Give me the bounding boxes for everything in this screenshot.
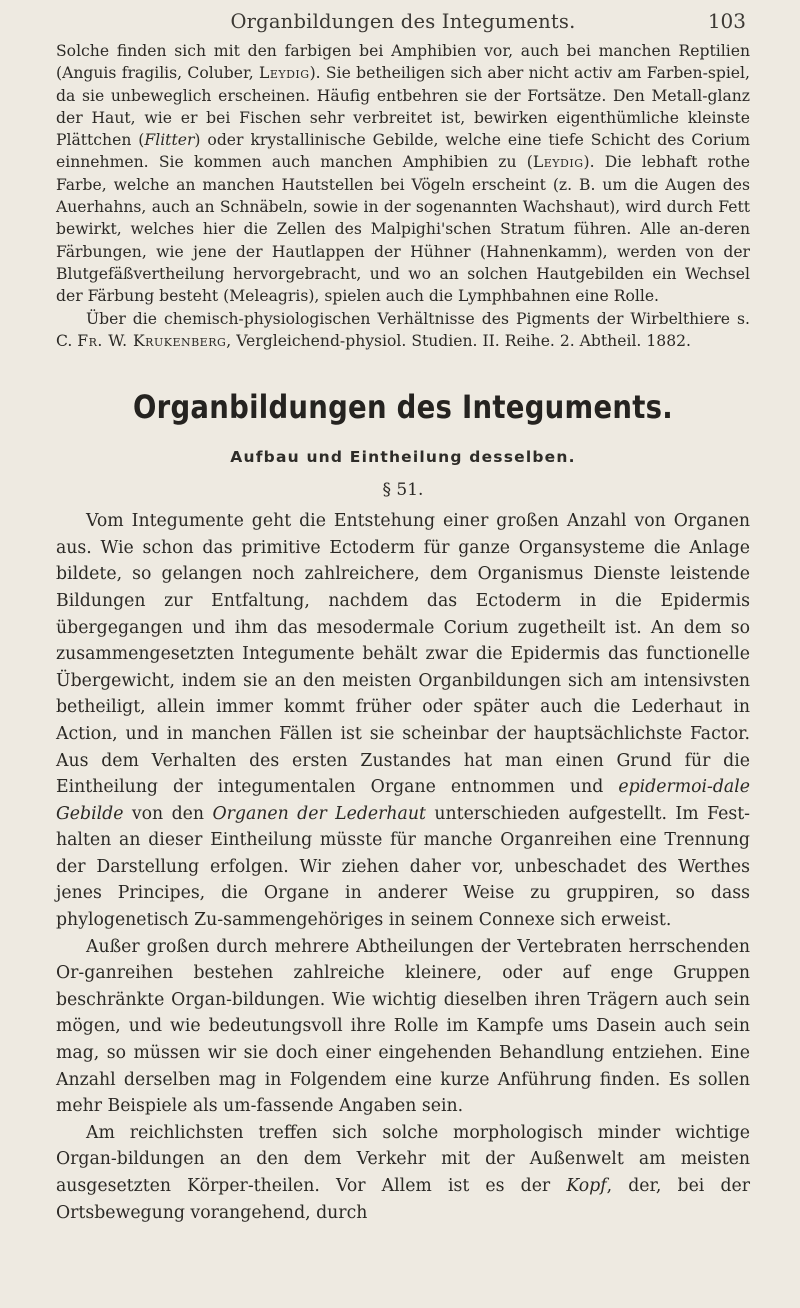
text-run: ). Die lebhaft rothe Farbe, welche an manchen Hautstellen bei Vögeln erscheint (z. B. um die Augen des Auerhahns, auch an Schnäbeln, sowie in der sogenannten Wachshaut), wird durch Fett bewirkt, welches hier die Zellen des Malpighi'schen Stratum führen. Alle an-deren Färbungen, wie jene der Hautlappen der Hühner (Hahnenkamm), werden von der Blutgefäßvertheilung hervorgebracht, und wo an solchen Hautgebilden ein Wechsel der Färbung besteht (Meleagris), spielen auch die Lymphbahnen eine Rolle. (56, 153, 750, 306)
body-paragraph-1 (56, 508, 750, 934)
text-run: ) oder krystallinische Gebilde, welche eine tiefe Schicht des Corium einnehmen. Sie kommen auch manchen Amphibien zu ( (56, 131, 750, 172)
section-number: § 51. (382, 480, 424, 501)
italic-term: Kopf (566, 1176, 607, 1196)
intro-paragraph-2 (56, 308, 750, 353)
text-run: , Vergleichend-physiol. Studien. II. Reihe. 2. Abtheil. 1882. (226, 331, 691, 350)
text-run: unterschieden aufgestellt. Im Fest-halten an dieser Eintheilung müsste für manche Organreihen eine Trennung der Darstellung erfolgen. Wir ziehen daher vor, unbeschadet des Werthes jenes Principes, die Organe in anderer Weise zu gruppiren, so dass phylogenetisch Zu-sammengehöriges in seinem Connexe sich erweist. (56, 803, 751, 931)
italic-term: Organen der Lederhaut (212, 803, 426, 824)
author-name: Leydig (532, 153, 584, 172)
text-run: Solche finden sich mit den farbigen bei Amphibien vor, auch bei manchen Reptilien (Anguis fragilis, Coluber, (56, 42, 750, 83)
intro-paragraph-1 (56, 40, 750, 308)
author-name: Fr. W. Krukenberg (77, 331, 227, 350)
text-run: Vom Integumente geht die Entstehung einer großen Anzahl von Organen aus. Wie schon das primitive Ectoderm für ganze Organsysteme die Anlage bildete, so gelangen noch zahlreichere, dem Organismus Dienste leistende Bildungen zur Entfaltung, nachdem das Ectoderm in die Epidermis übergegangen und ihm das mesodermale Corium zugetheilt ist. An dem so zusammengesetzten Integumente behält zwar die Epidermis das functionelle Übergewicht, indem sie an den meisten Organbildungen sich am intensivsten betheiligt, allein immer kommt früher oder später auch die Lederhaut in Action, und in manchen Fällen ist sie scheinbar der hauptsächlichste Factor. Aus dem Verhalten des ersten Zustandes hat man einen Grund für die Eintheilung der integumentalen Organe entnommen und (56, 511, 750, 798)
text-run: , der, bei der Ortsbewegung vorangehend, durch (56, 1176, 751, 1223)
italic-term: epidermoi-dale Gebilde (56, 777, 750, 824)
body-paragraph-3 (56, 1120, 750, 1226)
text-run: Über die chemisch-physiologischen Verhältnisse des Pigments der Wirbelthiere s. C. (56, 309, 750, 350)
section-subtitle: Aufbau und Eintheilung desselben. (230, 448, 576, 467)
section-title: Organbildungen des Integuments. (132, 388, 673, 427)
text-run: von den (123, 803, 213, 824)
italic-term: Flitter (144, 131, 195, 150)
page-number: 103 (707, 9, 746, 33)
body-paragraph-2: Außer großen durch mehrere Abtheilungen der Vertebraten herrschenden Or-ganreihen bestehen zahlreiche kleinere, oder auf enge Gruppen beschränkte Organ-bildungen. Wie wichtig dieselben ihren Trägern auch sein mögen, und wie bedeutungsvoll ihre Rolle im Kampfe ums Dasein auch sein mag, so müssen wir sie doch einer eingehenden Behandlung entziehen. Eine Anzahl derselben mag in Folgendem eine kurze Anführung finden. Es sollen mehr Beispiele als um-fassende Angaben sein. (56, 936, 750, 1117)
text-run: Am reichlichsten treffen sich solche morphologisch minder wichtige Organ-bildungen an den dem Verkehr mit der Außenwelt am meisten ausgesetzten Körper-theilen. Vor Allem ist es der (56, 1122, 750, 1196)
running-title: Organbildungen des Integuments. (230, 10, 576, 33)
author-name: Leydig (258, 64, 310, 83)
text-run: ). Sie betheiligen sich aber nicht activ am Farben-spiel, da sie unbeweglich erscheinen. Häufig entbehren sie der Fortsätze. Den Metall-glanz der Haut, wie er bei Fischen sehr verbreitet ist, bewirken eigenthümliche kleinste Plättchen ( (56, 64, 750, 150)
running-head (56, 0, 750, 40)
